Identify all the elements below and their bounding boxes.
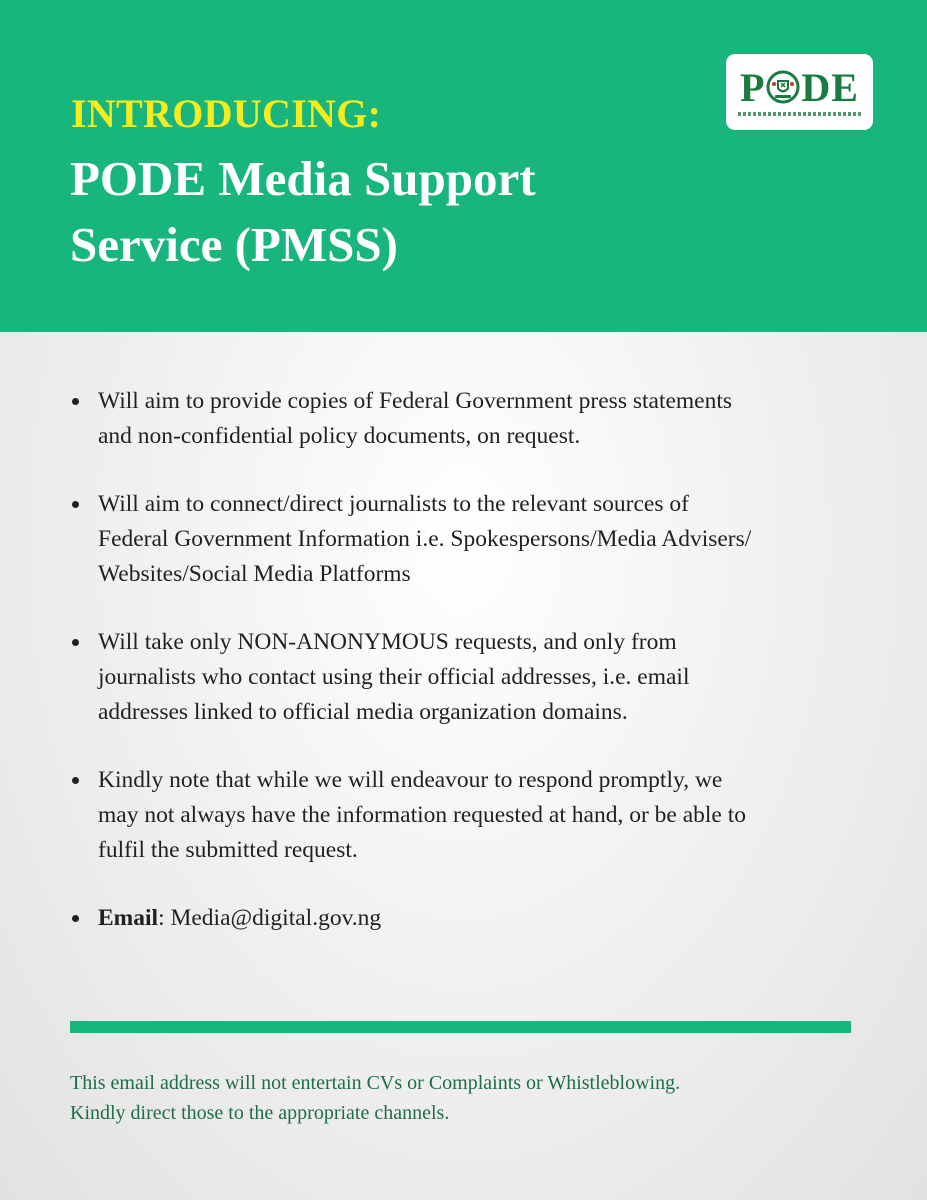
item-text-line: journalists who contact using their official addresses, i.e. email: [98, 664, 690, 690]
list-item: [0, 763, 838, 868]
title-line: Service (PMSS): [70, 217, 398, 272]
bullet-icon: [72, 915, 79, 922]
item-text-line: Federal Government Information i.e. Spokespersons/Media Advisers/: [98, 526, 752, 552]
item-text-line: Kindly note that while we will endeavour to respond promptly, we: [98, 767, 723, 793]
logo-letters: DE: [801, 65, 859, 110]
list-item: [0, 487, 838, 592]
item-text-line: Will aim to provide copies of Federal Government press statements: [98, 388, 733, 414]
coat-of-arms-icon: [766, 70, 800, 104]
email-separator: :: [158, 905, 171, 931]
logo-wordmark: [726, 65, 873, 110]
section-divider: [70, 1021, 851, 1033]
intro-heading: INTRODUCING:: [71, 91, 382, 136]
item-text-line: fulfil the submitted request.: [98, 837, 358, 863]
bullet-icon: [72, 639, 79, 646]
header-banner: [0, 0, 927, 332]
list-item: [0, 625, 838, 730]
footer-line: This email address will not entertain CVs or Complaints or Whistleblowing.: [70, 1072, 681, 1094]
service-list: [0, 384, 838, 969]
email-label: Email: [98, 905, 159, 931]
pode-logo: [726, 54, 873, 130]
footer-note: [70, 1068, 680, 1128]
email-address[interactable]: Media@digital.gov.ng: [170, 905, 382, 931]
item-text-line: may not always have the information requested at hand, or be able to: [98, 802, 746, 828]
item-text-line: and non-confidential policy documents, on request.: [98, 423, 581, 449]
email-line: [98, 901, 838, 936]
list-item: [0, 384, 838, 454]
bullet-icon: [72, 398, 79, 405]
logo-letter: P: [739, 65, 766, 110]
item-text-line: Websites/Social Media Platforms: [98, 561, 411, 587]
bullet-icon: [72, 501, 79, 508]
title-line: PODE Media Support: [70, 151, 536, 206]
item-text-line: addresses linked to official media organization domains.: [98, 699, 628, 725]
footer-line: Kindly direct those to the appropriate channels.: [70, 1102, 450, 1124]
logo-tagline: [738, 112, 861, 116]
item-text-line: Will take only NON-ANONYMOUS requests, and only from: [98, 629, 677, 655]
email-item: [0, 901, 838, 936]
page-title: [70, 146, 536, 278]
bullet-icon: [72, 777, 79, 784]
item-text-line: Will aim to connect/direct journalists to the relevant sources of: [98, 491, 689, 517]
